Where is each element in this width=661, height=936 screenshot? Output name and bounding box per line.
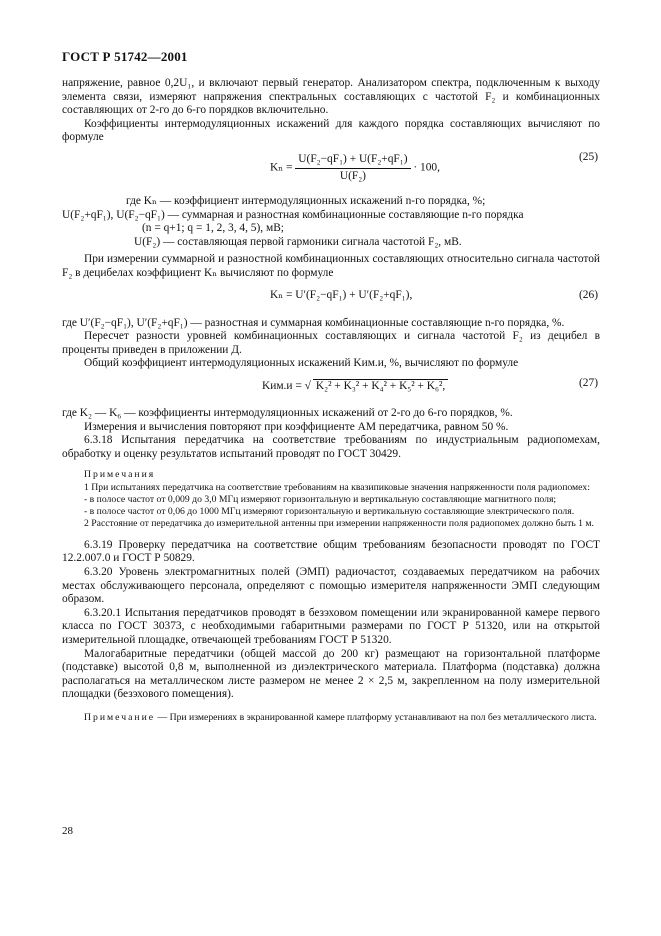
formula-27-radicand: K₂² + K₃² + K₄² + K₅² + K₆², <box>313 379 448 394</box>
notes-block <box>62 469 600 530</box>
formula-26 <box>62 285 600 311</box>
paragraph-formula-25-intro: Коэффициенты интермодуляционных искажений для каждого порядка составляющих вычисляют по формуле <box>62 117 600 144</box>
where-25-uf2: U(F₂) — составляющая первой гармоники сигнала частотой F₂, мВ. <box>134 235 462 248</box>
where-25-k: где Kₙ — коэффициент интермодуляционных искажений n-го порядка, %; <box>126 194 486 207</box>
paragraph-repeat: Измерения и вычисления повторяют при коэффициенте АМ передатчика, равном 50 %. <box>84 420 509 433</box>
note-item: - в полосе частот от 0,009 до 3,0 МГц измеряют горизонтальную и вертикальную составляющие магнитного поля; <box>84 493 557 505</box>
where-27: где K₂ — K₆ — коэффициенты интермодуляционных искажений от 2-го до 6-го порядков, %. <box>62 406 513 419</box>
paragraph-6-3-18: 6.3.18 Испытания передатчика на соответствие требованиям по индустриальным радиопомехам, обработку и оценку результатов испытаний проводят по ГОСТ 30429. <box>62 434 600 460</box>
document-header: ГОСТ Р 51742—2001 <box>62 49 188 64</box>
page-number: 28 <box>62 825 73 837</box>
paragraph-formula-27-intro: Общий коэффициент интермодуляционных искажений Kим.и, %, вычисляют по формуле <box>84 357 519 370</box>
formula-25-denominator: U(F₂) <box>339 169 366 182</box>
paragraph-intro: напряжение, равное 0,2U₁, и включают первый генератор. Анализатором спектра, подключенным к выходу элемента связи, измеряют напряжения спектральных составляющих с частотой F₂ и комбинационных составляющих от 2-го до 6-го порядков включительно. <box>62 77 600 117</box>
formula-27-number: (27) <box>579 376 598 389</box>
formula-27-lhs: Kим.и = <box>262 379 302 392</box>
document-body <box>62 77 600 724</box>
paragraph-6-3-20: 6.3.20 Уровень электромагнитных полей (ЭМП) радиочастот, создаваемых передатчиком на рабочих местах обслуживающего персонала, определяют с помощью измерителя напряженности ЭМП следующим образом. <box>62 565 600 606</box>
where-25-n: (n = q+1; q = 1, 2, 3, 4, 5), мВ; <box>142 222 284 235</box>
formula-25-fraction <box>295 153 410 183</box>
note-platform-text: — При измерениях в экранированной камере платформу устанавливают на пол без металлического листа. <box>155 711 597 723</box>
note-item: - в полосе частот от 0,06 до 1000 МГц измеряют горизонтальную и вертикальную составляющие электрического поля. <box>84 506 575 518</box>
formula-27 <box>62 373 600 401</box>
where-25-u: U(F₂+qF₁), U(F₂−qF₁) — суммарная и разностная комбинационные составляющие n-го порядка <box>62 208 524 221</box>
note-item: 2 Расстояние от передатчика до измерительной антенны при измерении напряженности поля радиопомех должно быть 1 м. <box>84 518 594 530</box>
paragraph-6-3-20-1: 6.3.20.1 Испытания передатчиков проводят в безэховом помещении или экранированной камере первого класса по ГОСТ 30373, с необходимыми габаритными размерами по ГОСТ Р 51320, или на открытой измерительной площадке, отвечающей требованиям ГОСТ Р 51320. <box>62 606 600 646</box>
formula-26-expression: Kₙ = U′(F₂−qF₁) + U′(F₂+qF₁), <box>270 288 413 301</box>
formula-25-tail: · 100, <box>413 161 440 174</box>
formula-26-number: (26) <box>579 288 598 301</box>
formula-25-numerator: U(F₂−qF₁) + U(F₂+qF₁) <box>295 153 410 169</box>
notes-title: Примечания <box>84 469 156 481</box>
paragraph-6-3-19: 6.3.19 Проверку передатчика на соответствие общим требованиям безопасности проводят по ГОСТ 12.2.007.0 и ГОСТ Р 50829. <box>62 538 600 565</box>
formula-25-number: (25) <box>579 150 598 163</box>
formula-25-lhs: Kₙ = <box>270 161 293 174</box>
where-26: где U′(F₂−qF₁), U′(F₂+qF₁) — разностная и суммарная комбинационные составляющие n-го порядка, %. <box>62 316 565 329</box>
note-item: 1 При испытаниях передатчика на соответствие требованиям на квазипиковые значения напряженности поля радиопомех: <box>84 481 590 493</box>
paragraph-platform: Малогабаритные передатчики (общей массой до 200 кг) размещают на горизонтальной платформе (подставке) высотой 0,8 м, выполненной из диэлектрического материала. Платформа (подставка) должна располагаться на металлическом листе размером не менее 2 × 2,5 м, закрепленном на полу измерительной площадки (безэхового помещения). <box>62 647 600 701</box>
paragraph-formula-26-intro: При измерении суммарной и разностной комбинационных составляющих относительно сигнала частотой F₂ в децибелах коэффициент Kₙ вычисляют по формуле <box>62 253 600 279</box>
formula-25 <box>62 151 600 185</box>
note-platform <box>62 712 600 724</box>
sqrt-icon: √ <box>304 379 311 392</box>
paragraph-recalc: Пересчет разности уровней комбинационных составляющих и сигнала частотой F₂ из децибел в проценты приведен в приложении Д. <box>62 330 600 356</box>
note-platform-label: Примечание <box>84 711 156 723</box>
